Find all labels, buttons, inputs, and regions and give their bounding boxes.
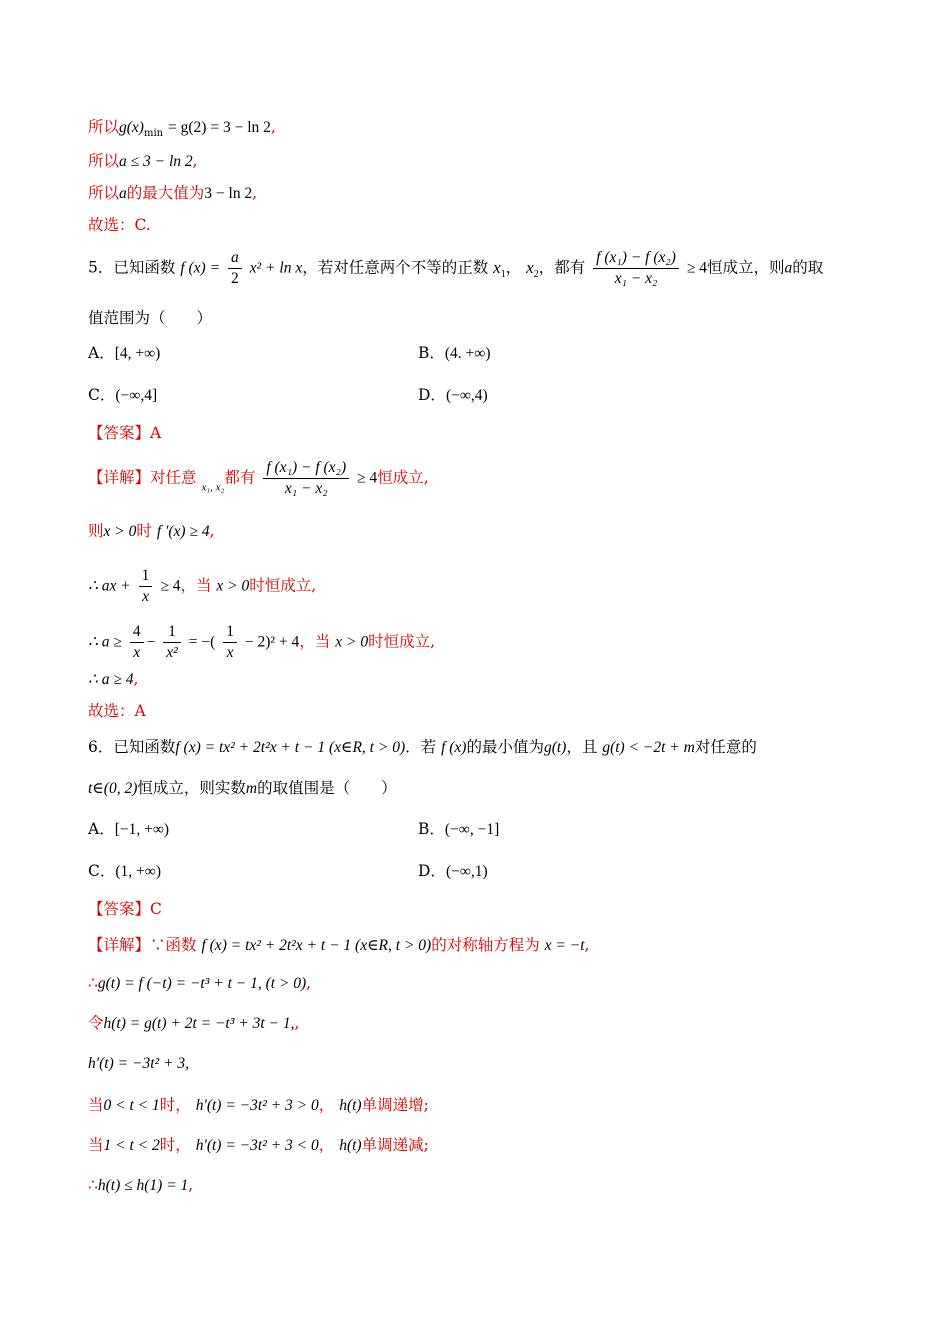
q6-detail-line5: 当0 < t < 1时， h′(t) = −3t² + 3 > 0， h(t)单调递增; [88,1096,429,1114]
solution-line-choice-c: 故选：C. [88,216,151,234]
q5-detail-difference-quotient: $\frac{\text{f (x₁) − f (x₂)}}{\text{x₁ − x₂}}$ [263,458,349,499]
q5-detail-line5: ∴ a ≥ 4, [88,670,139,688]
q6-detail-line3: 令h(t) = g(t) + 2t = −t³ + 3t − 1,, [88,1014,300,1032]
solution-line-gmin: 所以$g(x)_{min} = g(2) = 3 - \ln 2$, [88,118,276,139]
q5-detail-line3: ∴ ax + $\frac{1}{x}$ ≥ 4，当 x > 0时恒成立, [88,567,317,605]
solution-line-a-max: 所以a的最大值为3 − ln 2, [88,184,258,202]
q5-detail-line2: 则x > 0时 f ′(x) ≥ 4, [88,522,215,540]
solution-line-a-bound: 所以a ≤ 3 − ln 2, [88,152,198,170]
q6-answer: 【答案】C [88,900,162,918]
q5-option-a: A．[4, +∞) [88,344,161,362]
q6-stem-line1: 6．已知函数f (x) = tx² + 2t²x + t − 1 (x∈R, t > 0)．若 f (x)的最小值为g(t)，且 g(t) < −2t + m对任意的 [88,738,757,756]
q5-difference-quotient: $\frac{\text{f (x₁) − f (x₂)}}{\text{x₁ − x₂}}$ [593,248,679,289]
q5-detail-line4: ∴ a ≥ $\frac{4}{x}$ − $\frac{1}{\text{x²}}$ = −( $\frac{1}{x}$ − 2)² + 4，当 x > 0时恒成立, [88,623,436,661]
q6-option-d: D．(−∞,1) [418,862,488,880]
q6-detail-line2: ∴g(t) = f (−t) = −t³ + t − 1, (t > 0), [88,974,312,992]
q6-option-b: B．(−∞, −1] [418,820,500,838]
q6-detail-line6: 当1 < t < 2时， h′(t) = −3t² + 3 < 0， h(t)单调递减; [88,1136,429,1154]
q6-detail-line7: ∴h(t) ≤ h(1) = 1, [88,1176,194,1194]
q6-stem-line2: t∈(0, 2)恒成立，则实数m的取值围是（ ） [88,779,397,797]
q6-option-c: C．(1, +∞) [88,862,161,880]
q6-detail-line1: 【详解】∵函数 f (x) = tx² + 2t²x + t − 1 (x∈R, t > 0)的对称轴方程为 x = −t, [88,936,590,954]
q5-fraction-a-over-2: $\frac{a}{2}$ [228,248,242,289]
q6-detail-line4: h′(t) = −3t² + 3, [88,1055,189,1072]
q5-stem-line1: 5．已知函数 f (x) = $\frac{a}{2}$ x² + ln x，若对任意两个不等的正数 $x_1$， $x_2$，都有 $\frac{\text{f (x₁) − f (x₂)}}{\text{x₁ − x₂}}$ ≥ 4恒成立，则a的取 [88,249,824,287]
q5-option-c: C．(−∞,4] [88,386,158,404]
q5-option-b: B．(4. +∞) [418,344,491,362]
q5-detail-line1: 【详解】对任意 $_{x_1, x_2}$都有 $\frac{\text{f (x₁) − f (x₂)}}{\text{x₁ − x₂}}$ ≥ 4恒成立, [88,459,429,497]
q5-answer: 【答案】A [88,424,162,442]
q5-option-d: D．(−∞,4) [418,386,488,404]
q5-detail-choice: 故选：A [88,702,146,720]
q5-stem-line2: 值范围为（ ） [88,309,213,327]
q6-option-a: A．[−1, +∞) [88,820,170,838]
